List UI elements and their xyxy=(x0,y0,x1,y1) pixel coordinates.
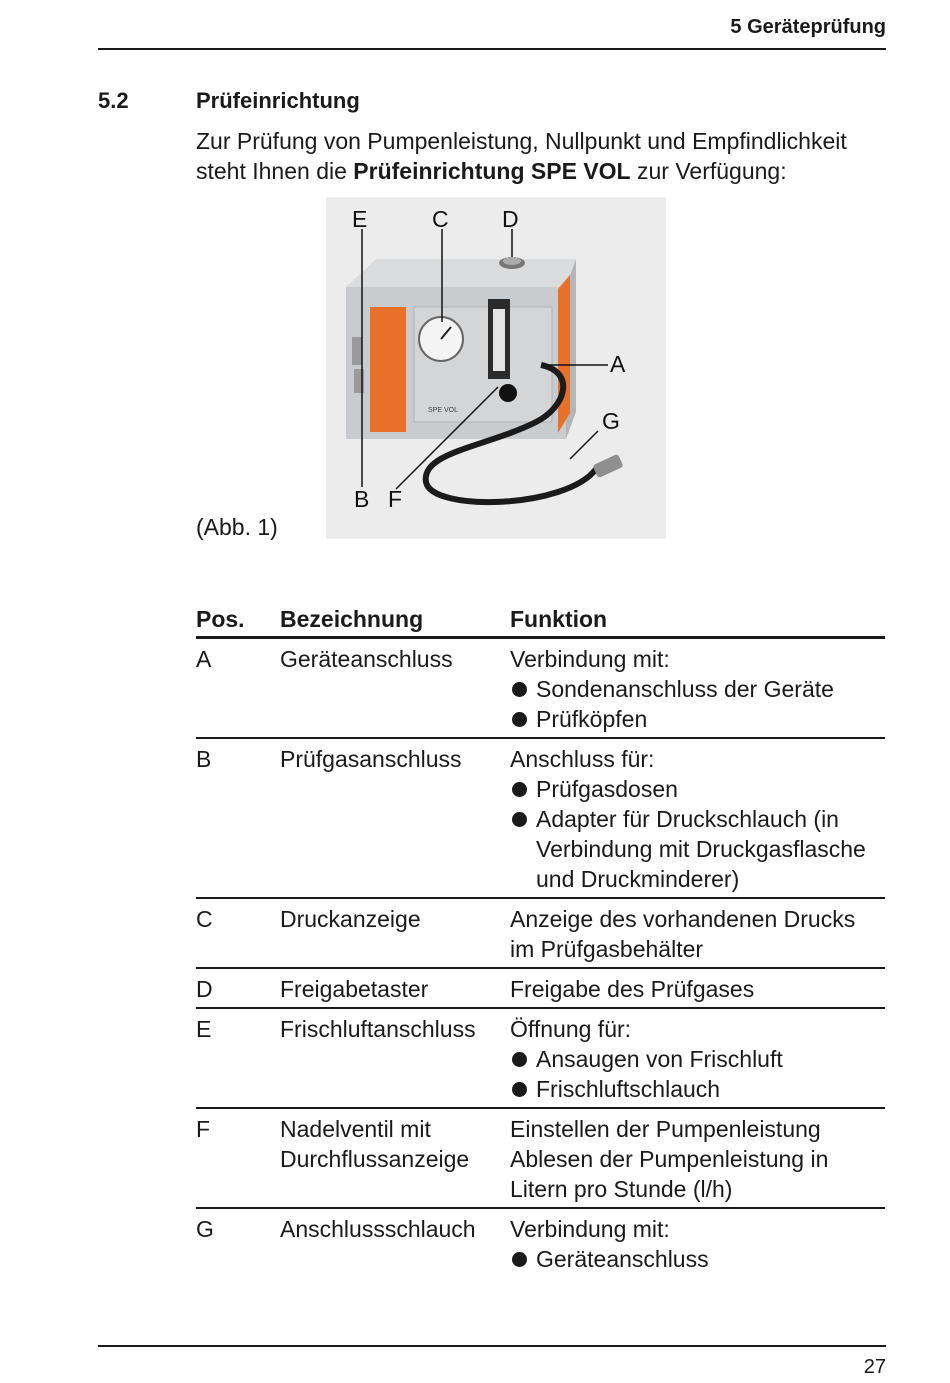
bullet-dot-icon xyxy=(512,1082,527,1097)
cell-pos: D xyxy=(196,976,213,1002)
figure-caption: (Abb. 1) xyxy=(196,514,278,540)
flow-meter-tube xyxy=(493,309,505,371)
function-line: Einstellen der Pumpenleistung xyxy=(510,1116,821,1142)
table-row xyxy=(196,1109,885,1209)
table-body xyxy=(196,639,885,1277)
cell-pos: F xyxy=(196,1116,211,1142)
bullet-item xyxy=(510,774,885,804)
bullet-dot-icon xyxy=(512,682,527,697)
cell-funktion xyxy=(510,1014,885,1104)
bullet-text: Sondenanschluss der Geräte xyxy=(536,676,834,702)
cell-bezeichnung: Druckanzeige xyxy=(280,906,421,932)
table-row xyxy=(196,639,885,739)
cell-pos: C xyxy=(196,906,213,932)
bullet-dot-icon xyxy=(512,712,527,727)
function-line: Verbindung mit: xyxy=(510,1216,670,1242)
cell-bezeichnung: Nadelventil mit Durchflussanzeige xyxy=(280,1116,470,1172)
cell-pos: B xyxy=(196,746,212,772)
hose-connector xyxy=(592,454,623,479)
release-button-top xyxy=(503,257,521,265)
callout-e: E xyxy=(352,206,368,232)
cell-funktion xyxy=(510,1114,885,1204)
bullet-dot-icon xyxy=(512,1252,527,1267)
cell-bezeichnung: Geräteanschluss xyxy=(280,646,453,672)
page-number: 27 xyxy=(863,1356,886,1378)
orange-panel-right xyxy=(558,275,570,433)
function-line: Ablesen der Pumpenleistung in Litern pro Stunde (l/h) xyxy=(510,1146,829,1202)
device-label: SPE VOL xyxy=(428,407,458,414)
cell-bezeichnung: Prüfgasanschluss xyxy=(280,746,462,772)
table-header xyxy=(196,604,885,639)
callout-b: B xyxy=(354,486,370,512)
intro-text-1: Zur Prüfung von Pumpenleistung, Nullpunkt und Empfindlichkeit steht Ihnen die xyxy=(196,128,847,184)
function-line: Freigabe des Prüfgases xyxy=(510,976,755,1002)
bullet-text: Frischluftschlauch xyxy=(536,1076,721,1102)
bullet-dot-icon xyxy=(512,812,527,827)
cell-funktion xyxy=(510,644,885,734)
bullet-text: Adapter für Druckschlauch (in Verbindung mit Druckgasflasche und Druckminderer) xyxy=(536,806,866,892)
orange-panel-left xyxy=(370,307,406,432)
callout-c: C xyxy=(432,206,449,232)
bullet-item xyxy=(510,1044,885,1074)
cell-funktion xyxy=(510,744,885,894)
table-row xyxy=(196,739,885,899)
bullet-text: Geräteanschluss xyxy=(536,1246,709,1272)
bullet-item xyxy=(510,704,885,734)
table-row xyxy=(196,1009,885,1109)
callout-g: G xyxy=(602,408,620,434)
leader-g xyxy=(570,431,598,459)
bullet-text: Prüfköpfen xyxy=(536,706,648,732)
section-number: 5.2 xyxy=(98,88,129,113)
device-illustration xyxy=(326,197,666,539)
header-funktion: Funktion xyxy=(510,606,608,632)
bullet-item xyxy=(510,804,885,894)
callout-f: F xyxy=(388,486,403,512)
bullet-item xyxy=(510,1074,885,1104)
footer-rule xyxy=(98,1345,886,1347)
cell-funktion xyxy=(510,1214,885,1274)
header-bezeichnung: Bezeichnung xyxy=(280,606,424,632)
intro-text-bold: Prüfeinrichtung SPE VOL xyxy=(353,158,631,184)
callout-d: D xyxy=(502,206,519,232)
cell-funktion xyxy=(510,904,885,964)
function-line: Anzeige des vorhandenen Drucks im Prüfgasbehälter xyxy=(510,906,856,962)
function-line: Anschluss für: xyxy=(510,746,655,772)
table-row xyxy=(196,899,885,969)
table-row xyxy=(196,1209,885,1277)
component-table xyxy=(196,604,885,1277)
function-line: Öffnung für: xyxy=(510,1016,632,1042)
running-head: 5 Geräteprüfung xyxy=(730,16,886,38)
housing-top xyxy=(346,259,576,287)
header-pos: Pos. xyxy=(196,606,245,632)
intro-paragraph xyxy=(196,126,896,186)
bullet-dot-icon xyxy=(512,782,527,797)
bullet-item xyxy=(510,674,885,704)
bullet-item xyxy=(510,1244,885,1274)
device-photo xyxy=(326,197,666,539)
cell-funktion xyxy=(510,974,885,1004)
function-line: Verbindung mit: xyxy=(510,646,670,672)
cell-pos: E xyxy=(196,1016,212,1042)
callout-a: A xyxy=(610,351,626,377)
needle-valve-knob xyxy=(499,384,517,402)
fresh-air-inlet xyxy=(352,337,362,365)
table-row xyxy=(196,969,885,1009)
cell-bezeichnung: Anschlussschlauch xyxy=(280,1216,476,1242)
bullet-text: Ansaugen von Frischluft xyxy=(536,1046,783,1072)
header-rule xyxy=(98,48,886,50)
cell-pos: A xyxy=(196,646,212,672)
cell-bezeichnung: Frischluftanschluss xyxy=(280,1016,476,1042)
section-title: Prüfeinrichtung xyxy=(196,88,360,113)
cell-pos: G xyxy=(196,1216,214,1242)
bullet-text: Prüfgasdosen xyxy=(536,776,678,802)
intro-text-2: zur Verfügung: xyxy=(630,158,787,184)
bullet-dot-icon xyxy=(512,1052,527,1067)
cell-bezeichnung: Freigabetaster xyxy=(280,976,429,1002)
